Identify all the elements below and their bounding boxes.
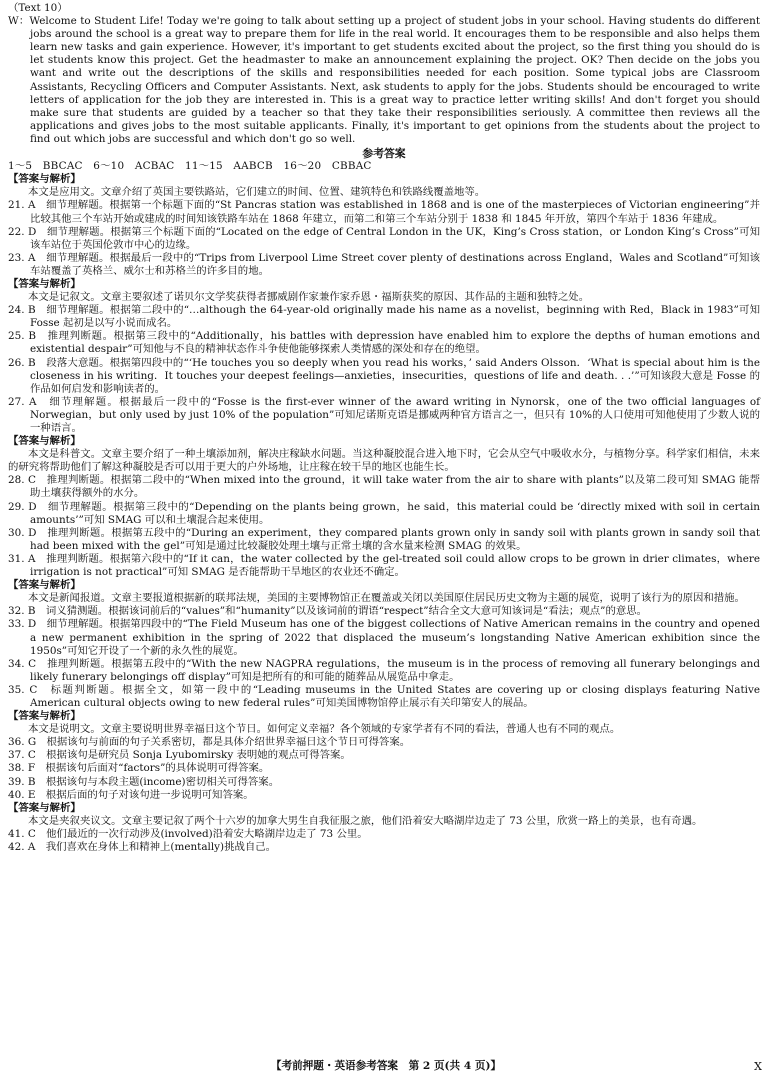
text10-label: （Text 10） [8, 2, 68, 14]
answer-explanation-item: 30. D 推理判断题。根据第五段中的“During an experiment，they compared plants grown only in sandy soil with plants grown in sandy soil that had been mixed with the gel”可知是通过比较凝胶处理土壤与正常土壤的含水量来检测 SMAG 的效果。 [8, 526, 760, 552]
answer-explanation-item: 27. A 细节理解题。根据最后一段中的“Fosse is the first-ever winner of the award writing in Nynorsk，one of the two official languages of Norwegian，but only used by just 10% of the population”可知尼诺斯克语是挪威两种官方语言之一，但只有 10%的人口使用可知他使用了少数人说的一种语言。 [8, 395, 760, 434]
answer-explanation-item: 28. C 推理判断题。根据第二段中的“When mixed into the ground，it will take water from the air to share with plants”以及第二段可知 SMAG 能帮助土壤获得额外的水分。 [8, 474, 760, 500]
analysis-sections [8, 173, 760, 854]
section-tag: 【答案与解析】 [8, 277, 81, 290]
section-intro: 本文是科普文。文章主要介绍了一种土壤添加剂，解决庄稼缺水问题。当这种凝胶混合进入地下时，它会从空气中吸收水分，与植物分享。科学家们相信，未来的研究将帮助他们了解这种凝胶是否可以用于更大的户外场地，让庄稼在较干旱的地区也能生长。 [8, 448, 760, 474]
answer-explanation-item: 41. C 他们最近的一次行动涉及(involved)沿着安大略湖岸边走了 73 公里。 [8, 827, 368, 840]
section-intro: 本文是新闻报道。文章主要报道根据新的联邦法规，美国的主要博物馆正在覆盖或关闭以美国原住居民历史文物为主题的展览，说明了该行为的原因和措施。 [28, 592, 745, 605]
section-tag: 【答案与解析】 [8, 435, 81, 448]
section-tag: 【答案与解析】 [8, 579, 81, 592]
page-footer [0, 1060, 772, 1076]
answer-explanation-item: 37. C 根据该句是研究员 Sonja Lyubomirsky 表明她的观点可得答案。 [8, 749, 351, 762]
section-intro: 本文是应用文。文章介绍了英国主要铁路站，它们建立的时间、位置、建筑特色和铁路线覆盖地等。 [28, 186, 486, 199]
section-tag: 【答案与解析】 [8, 173, 81, 186]
answer-explanation-item: 32. B 词义猜测题。根据该词前后的“values”和“humanity”以及该词前的谓语“respect”结合全文大意可知该词是“看法；观点”的意思。 [8, 605, 648, 618]
answer-explanation-item: 40. E 根据后面的句子对该句进一步说明可知答案。 [8, 788, 254, 801]
answer-explanation-item: 21. A 细节理解题。根据第一个标题下面的“St Pancras station was established in 1868 and is one of the masterpieces of Victorian engineering”并比较其他三个车站开始或建成的时间知该铁路车站在 1868 年建立，而第二和第三个车站分别于 1838 和 1845 年开放，第四个车站于 1836 年建成。 [8, 199, 760, 225]
section-tag: 【答案与解析】 [8, 801, 81, 814]
answer-explanation-item: 39. B 根据该句与本段主题(income)密切相关可得答案。 [8, 775, 280, 788]
text10-transcript: W：Welcome to Student Life! Today we're going to talk about setting up a project of student jobs in your school. Having students do different jobs around the school is a great way to prepare them for life in the real world. It encourages them to be responsible and also helps them learn new tasks and gain experience. However, it's important to get students excited about the project, so the first thing you should do is let students know this project. Get the headmaster to make an announcement explaining the project. OK? Then decide on the jobs you want and write out the descriptions of the skills and responsibilities needed for each position. Some typical jobs are Classroom Assistants, Recycling Officers and Computer Assistants. Next, ask students to apply for the jobs. Students should be encouraged to write letters of application for the job they are interested in. This is a great way to practice letter writing skills! And don't forget you should make sure that students are guided by a teacher so that they take their responsibilities seriously. A committee then reviews all the applications and gives jobs to the most suitable applicants. Finally, it's important to get opinions from the students about the project to find out which jobs are successful and which don't go so well. [8, 15, 760, 145]
section-intro: 本文是记叙文。文章主要叙述了诺贝尔文学奖获得者挪威剧作家兼作家乔恩・福斯获奖的原因、其作品的主题和独特之处。 [28, 291, 590, 304]
answer-explanation-item: 35. C 标题判断题。根据全文，如第一段中的“Leading museums in the United States are covering up or closing displays featuring Native American cultural objects owing to new federal rules”可知美国博物馆停止展示有关印第安人的展品。 [8, 683, 760, 709]
answer-explanation-item: 22. D 细节理解题。根据第三个标题下面的“Located on the edge of Central London in the UK，King’s Cross station，or London King’s Cross”可知该车站位于英国伦敦市中心的边缘。 [8, 225, 760, 251]
answer-sheet-page [8, 2, 760, 854]
answer-heading: 参考答案 [362, 147, 406, 161]
answer-explanation-item: 34. C 推理判断题。根据第五段中的“With the new NAGPRA regulations，the museum is in the process of removing all funerary belongings and likely funerary belongings off display”可知是把所有的和可能的随葬品从展览品中拿走。 [8, 657, 760, 683]
section-tag: 【答案与解析】 [8, 710, 81, 723]
answer-explanation-item: 26. B 段落大意题。根据第四段中的“‘He touches you so deeply when you read his works，’ said Anders Olsson．‘What is special about him is the closeness in his writing．It touches your deepest feelings—anxieties，insecurities，questions of life and death. . .’”可知该段大意是 Fosse 的作品如何启发和影响读者的。 [8, 356, 760, 395]
section-intro: 本文是夹叙夹议文。文章主要记叙了两个十六岁的加拿大男生自我征服之旅，他们沿着安大略湖岸边走了 73 公里，欣赏一路上的美景，也有奇遇。 [28, 814, 703, 827]
footer-corner-mark: X [754, 1060, 762, 1073]
footer-title: 【考前押题・英语参考答案 第 2 页(共 4 页)】 [270, 1060, 502, 1072]
answer-explanation-item: 33. D 细节理解题。根据第四段中的“The Field Museum has one of the biggest collections of Native American remains in the country and opened a new permanent exhibition in the spring of 2022 that displaced the museum’s longstanding Native American exhibition since the 1950s”可知它开设了一个新的永久性的展览。 [8, 618, 760, 657]
answer-explanation-item: 24. B 细节理解题。根据第二段中的“…although the 64-year-old originally made his name as a novelist，beginning with Red，Black in 1983”可知 Fosse 起初是以写小说而成名。 [8, 304, 760, 330]
answer-explanation-item: 36. G 根据该句与前面的句子关系密切，都是具体介绍世界幸福日这个节日可得答案。 [8, 736, 411, 749]
answer-explanation-item: 23. A 细节理解题。根据最后一段中的“Trips from Liverpool Lime Street cover plenty of destinations across England，Wales and Scotland”可知该车站覆盖了英格兰、威尔士和苏格兰的许多目的地。 [8, 251, 760, 277]
answer-explanation-item: 29. D 细节理解题。根据第三段中的“Depending on the plants being grown，he said，this material could be ‘directly mixed with soil in certain amounts’”可知 SMAG 可以和土壤混合起来使用。 [8, 500, 760, 526]
answer-explanation-item: 38. F 根据该句后面对“factors”的具体说明可得答案。 [8, 762, 270, 775]
section-intro: 本文是说明文。文章主要说明世界幸福日这个节日。如何定义幸福？各个领域的专家学者有不同的看法，普通人也有不同的观点。 [28, 723, 621, 736]
answer-explanation-item: 31. A 推理判断题。根据第六段中的“If it can，the water collected by the gel-treated soil could allow crops to be grown in drier climates，where irrigation is not practical”可知 SMAG 是否能帮助干旱地区的农业还不确定。 [8, 552, 760, 579]
answer-explanation-item: 42. A 我们喜欢在身体上和精神上(mentally)挑战自己。 [8, 841, 277, 853]
answer-key: 1～5 BBCAC 6～10 ACBAC 11～15 AABCB 16～20 CBBAC [8, 160, 372, 173]
answer-explanation-item: 25. B 推理判断题。根据第三段中的“Additionally，his battles with depression have enabled him to explore the depths of human emotions and existential despair”可知他与不良的精神状态作斗争使他能够探索人类情感的深处和存在的绝望。 [8, 330, 760, 356]
